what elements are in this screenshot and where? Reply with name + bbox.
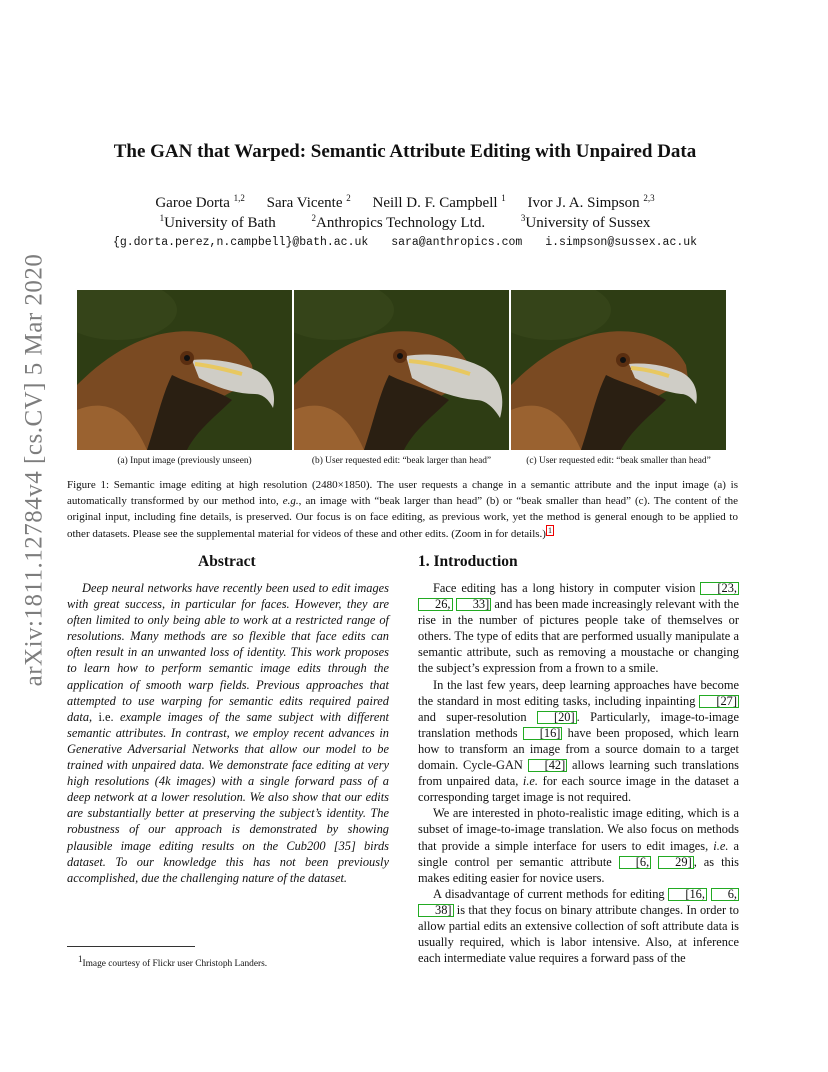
- footnote: $^1$Image courtesy of Flickr user Christoph Landers.: [78, 954, 268, 970]
- paragraph: A disadvantage of current methods for editing [16, 6, 38] is that they focus on binary attribute changes. In order to allow partial edits an extensive collection of soft attribute data is usually required, which is labor intensive. Also, at inference each intermediate value requires a forward pass of the: [418, 886, 739, 966]
- citation-link[interactable]: [23,: [700, 582, 739, 595]
- citation-link[interactable]: 29]: [658, 856, 694, 869]
- affiliation: $^3$University of Sussex: [520, 213, 651, 231]
- email-list: [60, 236, 750, 249]
- subcaption-c: (c) User requested edit: “beak smaller than head”: [526, 456, 711, 466]
- author: Ivor J. A. Simpson $^{2,3}$: [527, 193, 655, 211]
- citation-link[interactable]: 26,: [418, 598, 453, 611]
- author: Garoe Dorta $^{1,2}$: [155, 193, 245, 211]
- citation-link[interactable]: [20]: [537, 711, 577, 724]
- affiliation-list: [60, 213, 750, 232]
- citation-link[interactable]: [42]: [528, 759, 568, 772]
- figure-image-a: [77, 290, 292, 450]
- footnote-rule: [67, 946, 195, 947]
- citation-link[interactable]: [27]: [699, 695, 739, 708]
- author-list: [60, 193, 750, 212]
- figure-image-c: [511, 290, 726, 450]
- abstract-text: Deep neural networks have recently been used to edit images with great success, in particular for faces. However, they are often limited to only being able to work at a restricted range of resolutions. Many methods are so flexible that face edits can often result in an unwanted loss of identity. This work proposes to learn how to perform semantic image edits through the application of smooth warp fields. Previous approaches that attempted to use warping for semantic edits required paired data, i.e. example images of the same subject with different semantic attributes. In contrast, we employ recent advances in Generative Adversarial Networks that allow our model to be trained with unpaired data. We demonstrate face editing at very high resolutions (4k images) with a single forward pass of a deep network at a lower resolution. We also show that our edits are substantially better at preserving the subject’s identity. The robustness of our approach is demonstrated by showing plausible image editing results on the Cub200 [35] birds dataset. To our knowledge this has not been previously accomplished, due the challenging nature of the dataset.: [67, 581, 389, 885]
- footnote-link[interactable]: 1: [547, 526, 552, 536]
- introduction-text: [418, 580, 739, 966]
- paragraph: We are interested in photo-realistic image editing, which is a subset of image-to-image translation. We also focus on methods that provide a simple interface for users to edit images, i.e. a single control per semantic attribute [6, 29] , as this makes editing easier for novice users.: [418, 806, 739, 885]
- author: Sara Vicente $^2$: [266, 193, 351, 211]
- paper-title: The GAN that Warped: Semantic Attribute Editing with Unpaired Data: [113, 141, 697, 162]
- citation-link[interactable]: [16,: [668, 888, 707, 901]
- citation-link[interactable]: [16]: [523, 727, 563, 740]
- email: sara@anthropics.com: [391, 236, 523, 249]
- arxiv-stamp: arXiv:1811.12784v4 [cs.CV] 5 Mar 2020: [20, 253, 48, 687]
- email: {g.dorta.perez,n.campbell}@bath.ac.uk: [112, 236, 369, 249]
- subcaption-b: (b) User requested edit: “beak larger than head”: [311, 456, 492, 466]
- figure-image-b: [294, 290, 509, 450]
- abstract-heading: Abstract: [198, 553, 256, 570]
- author: Neill D. F. Campbell $^1$: [372, 193, 506, 211]
- citation-link[interactable]: 6,: [711, 888, 739, 901]
- introduction-heading: 1. Introduction: [418, 553, 518, 570]
- affiliation: $^1$University of Bath: [159, 213, 276, 231]
- subcaption-a: (a) Input image (previously unseen): [117, 456, 252, 466]
- citation-link[interactable]: [6,: [619, 856, 651, 869]
- figure-caption: Figure 1: Semantic image editing at high resolution (2480×1850). The user requests a change in a semantic attribute and the input image (a) is automatically transformed by our method into, e.g., an image with “beak larger than head” (b) or “beak smaller than head” (c). The content of the original input, including fine details, is preserved. Our focus is on face editing, as previous work, yet the method is general enough to be applied to other datasets. Please see the supplemental material for videos of these and other edits. (Zoom in for details.) 1: [67, 479, 738, 541]
- email: i.simpson@sussex.ac.uk: [545, 236, 698, 249]
- paragraph: Face editing has a long history in computer vision [23, 26, 33] and has been made increasingly relevant with the rise in the number of pictures people take of themselves or others. The type of edits that are performed usually manipulate a semantic attribute, such as removing a moustache or changing the subject’s expression from a frown to a smile.: [418, 581, 739, 676]
- citation-link[interactable]: 38]: [418, 904, 454, 917]
- citation-link[interactable]: 33]: [456, 598, 492, 611]
- affiliation: $^2$Anthropics Technology Ltd.: [311, 213, 486, 231]
- paragraph: In the last few years, deep learning approaches have become the standard in most editing tasks, including inpainting [27] and super-resolution [20] . Particularly, image-to-image translation methods [16] have been proposed, which learn how to transform an image from a source domain to a target domain. Cycle-GAN [42] allows learning such translations from unpaired data, i.e. for each source image in the dataset a corresponding target image is not required.: [418, 677, 739, 805]
- citation-link[interactable]: [35]: [333, 838, 356, 853]
